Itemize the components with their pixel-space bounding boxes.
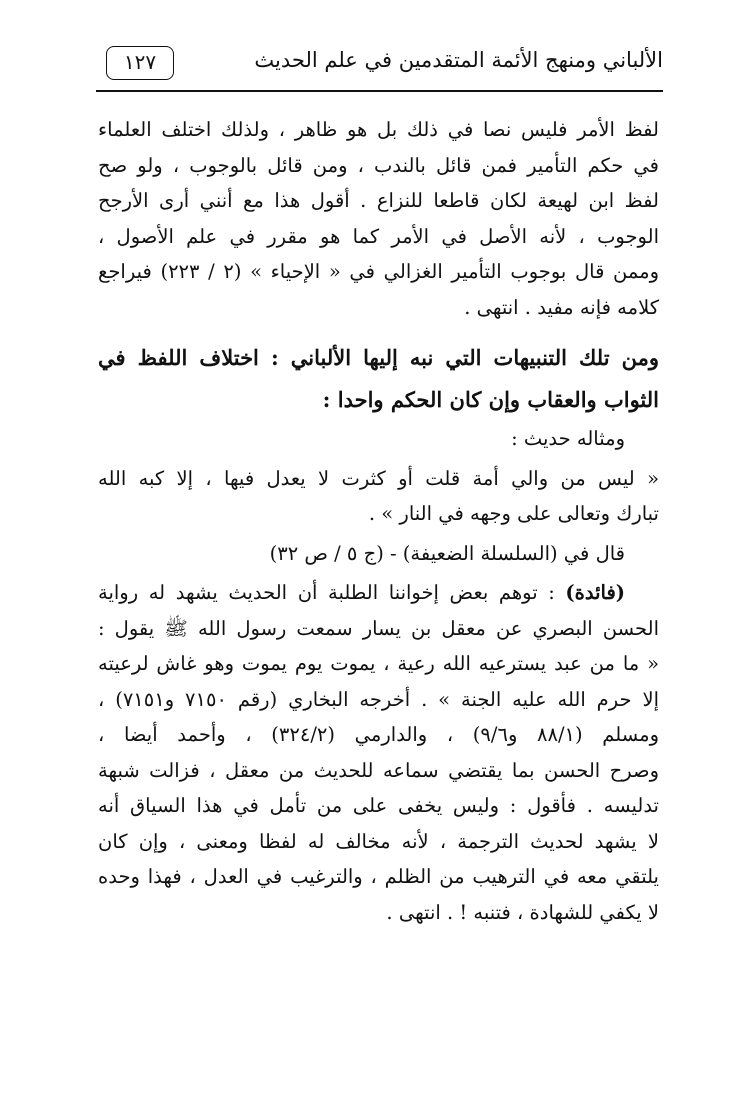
heading-line: ومن تلك التنبيهات التي نبه إليها الألباني : اختلاف اللفظ في [98, 345, 659, 370]
page-header [96, 40, 663, 92]
text-line: يلتقي معه في الترهيب من الظلم ، والترغيب في العدل ، فهذا وحده [98, 865, 659, 888]
text-line: لفظ الأمر فليس نصا في ذلك بل هو ظاهر ، ولذلك اختلف العلماء [98, 118, 659, 141]
text-line: الوجوب ، لأنه الأصل في الأمر كما هو مقرر في علم الأصول ، [98, 224, 659, 248]
text-line: الحسن البصري عن معقل بن يسار سمعت رسول الله ﷺ يقول : [98, 616, 659, 640]
text-line: إلا حرم الله عليه الجنة » . أخرجه البخاري (رقم ٧١٥٠ و٧١٥١) ، [98, 687, 659, 711]
text-line: قال في (السلسلة الضعيفة) - (ج ٥ / ص ٣٢) [269, 541, 625, 565]
text-line: تدليسه . فأقول : وليس يخفى على من تأمل في هذا السياق أنه [98, 794, 659, 817]
text-line: تبارك وتعالى على وجهه في النار » . [368, 502, 659, 525]
text-line: لا يكفي للشهادة ، فتنبه ! . انتهى . [386, 900, 659, 924]
text-line: « ما من عبد يسترعيه الله رعية ، يموت يوم يموت وهو غاش لرعيته [98, 652, 659, 675]
running-title: الألباني ومنهج الأئمة المتقدمين في علم الحديث [254, 48, 663, 72]
text-line: وممن قال بوجوب التأمير الغزالي في « الإحياء » (٢ / ٢٢٣) فيراجع [98, 260, 660, 283]
text-line: ومسلم (٨٨/١ و٩/٦) ، والدارمي (٣٢٤/٢) ، وأحمد أيضا ، [98, 723, 659, 746]
faida-first-line: : توهم بعض إخواننا الطلبة أن الحديث يشهد له رواية [98, 581, 566, 604]
text-line: ومثاله حديث : [511, 427, 625, 450]
paragraph-continuation [98, 112, 659, 325]
hadith-quote [98, 461, 659, 532]
page-number: ١٢٧ [106, 46, 174, 80]
text-line [98, 575, 659, 611]
text-line: كلامه فإنه مفيد . انتهى . [464, 295, 659, 319]
page-body [98, 112, 659, 930]
text-line: لا يشهد لحديث الترجمة ، لأنه مخالف له لفظا ومعنى ، وإن كان [98, 829, 659, 853]
section-heading [98, 337, 659, 421]
faida-paragraph [98, 575, 659, 930]
faida-label: (فائدة) [565, 581, 625, 604]
text-line: لفظ ابن لهيعة لكان قاطعا للنزاع . أقول هذا مع أنني أرى الأرجح [98, 189, 659, 212]
citation [98, 536, 659, 572]
text-line: « ليس من والي أمة قلت أو كثرت لا يعدل فيها ، إلا كبه الله [98, 466, 659, 490]
text-line: في حكم التأمير فمن قائل بالندب ، ومن قائل بالوجوب ، ولو صح [98, 153, 659, 177]
heading-line: الثواب والعقاب وإن كان الحكم واحدا : [322, 387, 659, 412]
text-line: وصرح الحسن بما يقتضي سماعه للحديث من معقل ، فزالت شبهة [98, 758, 659, 782]
example-intro [98, 421, 659, 457]
